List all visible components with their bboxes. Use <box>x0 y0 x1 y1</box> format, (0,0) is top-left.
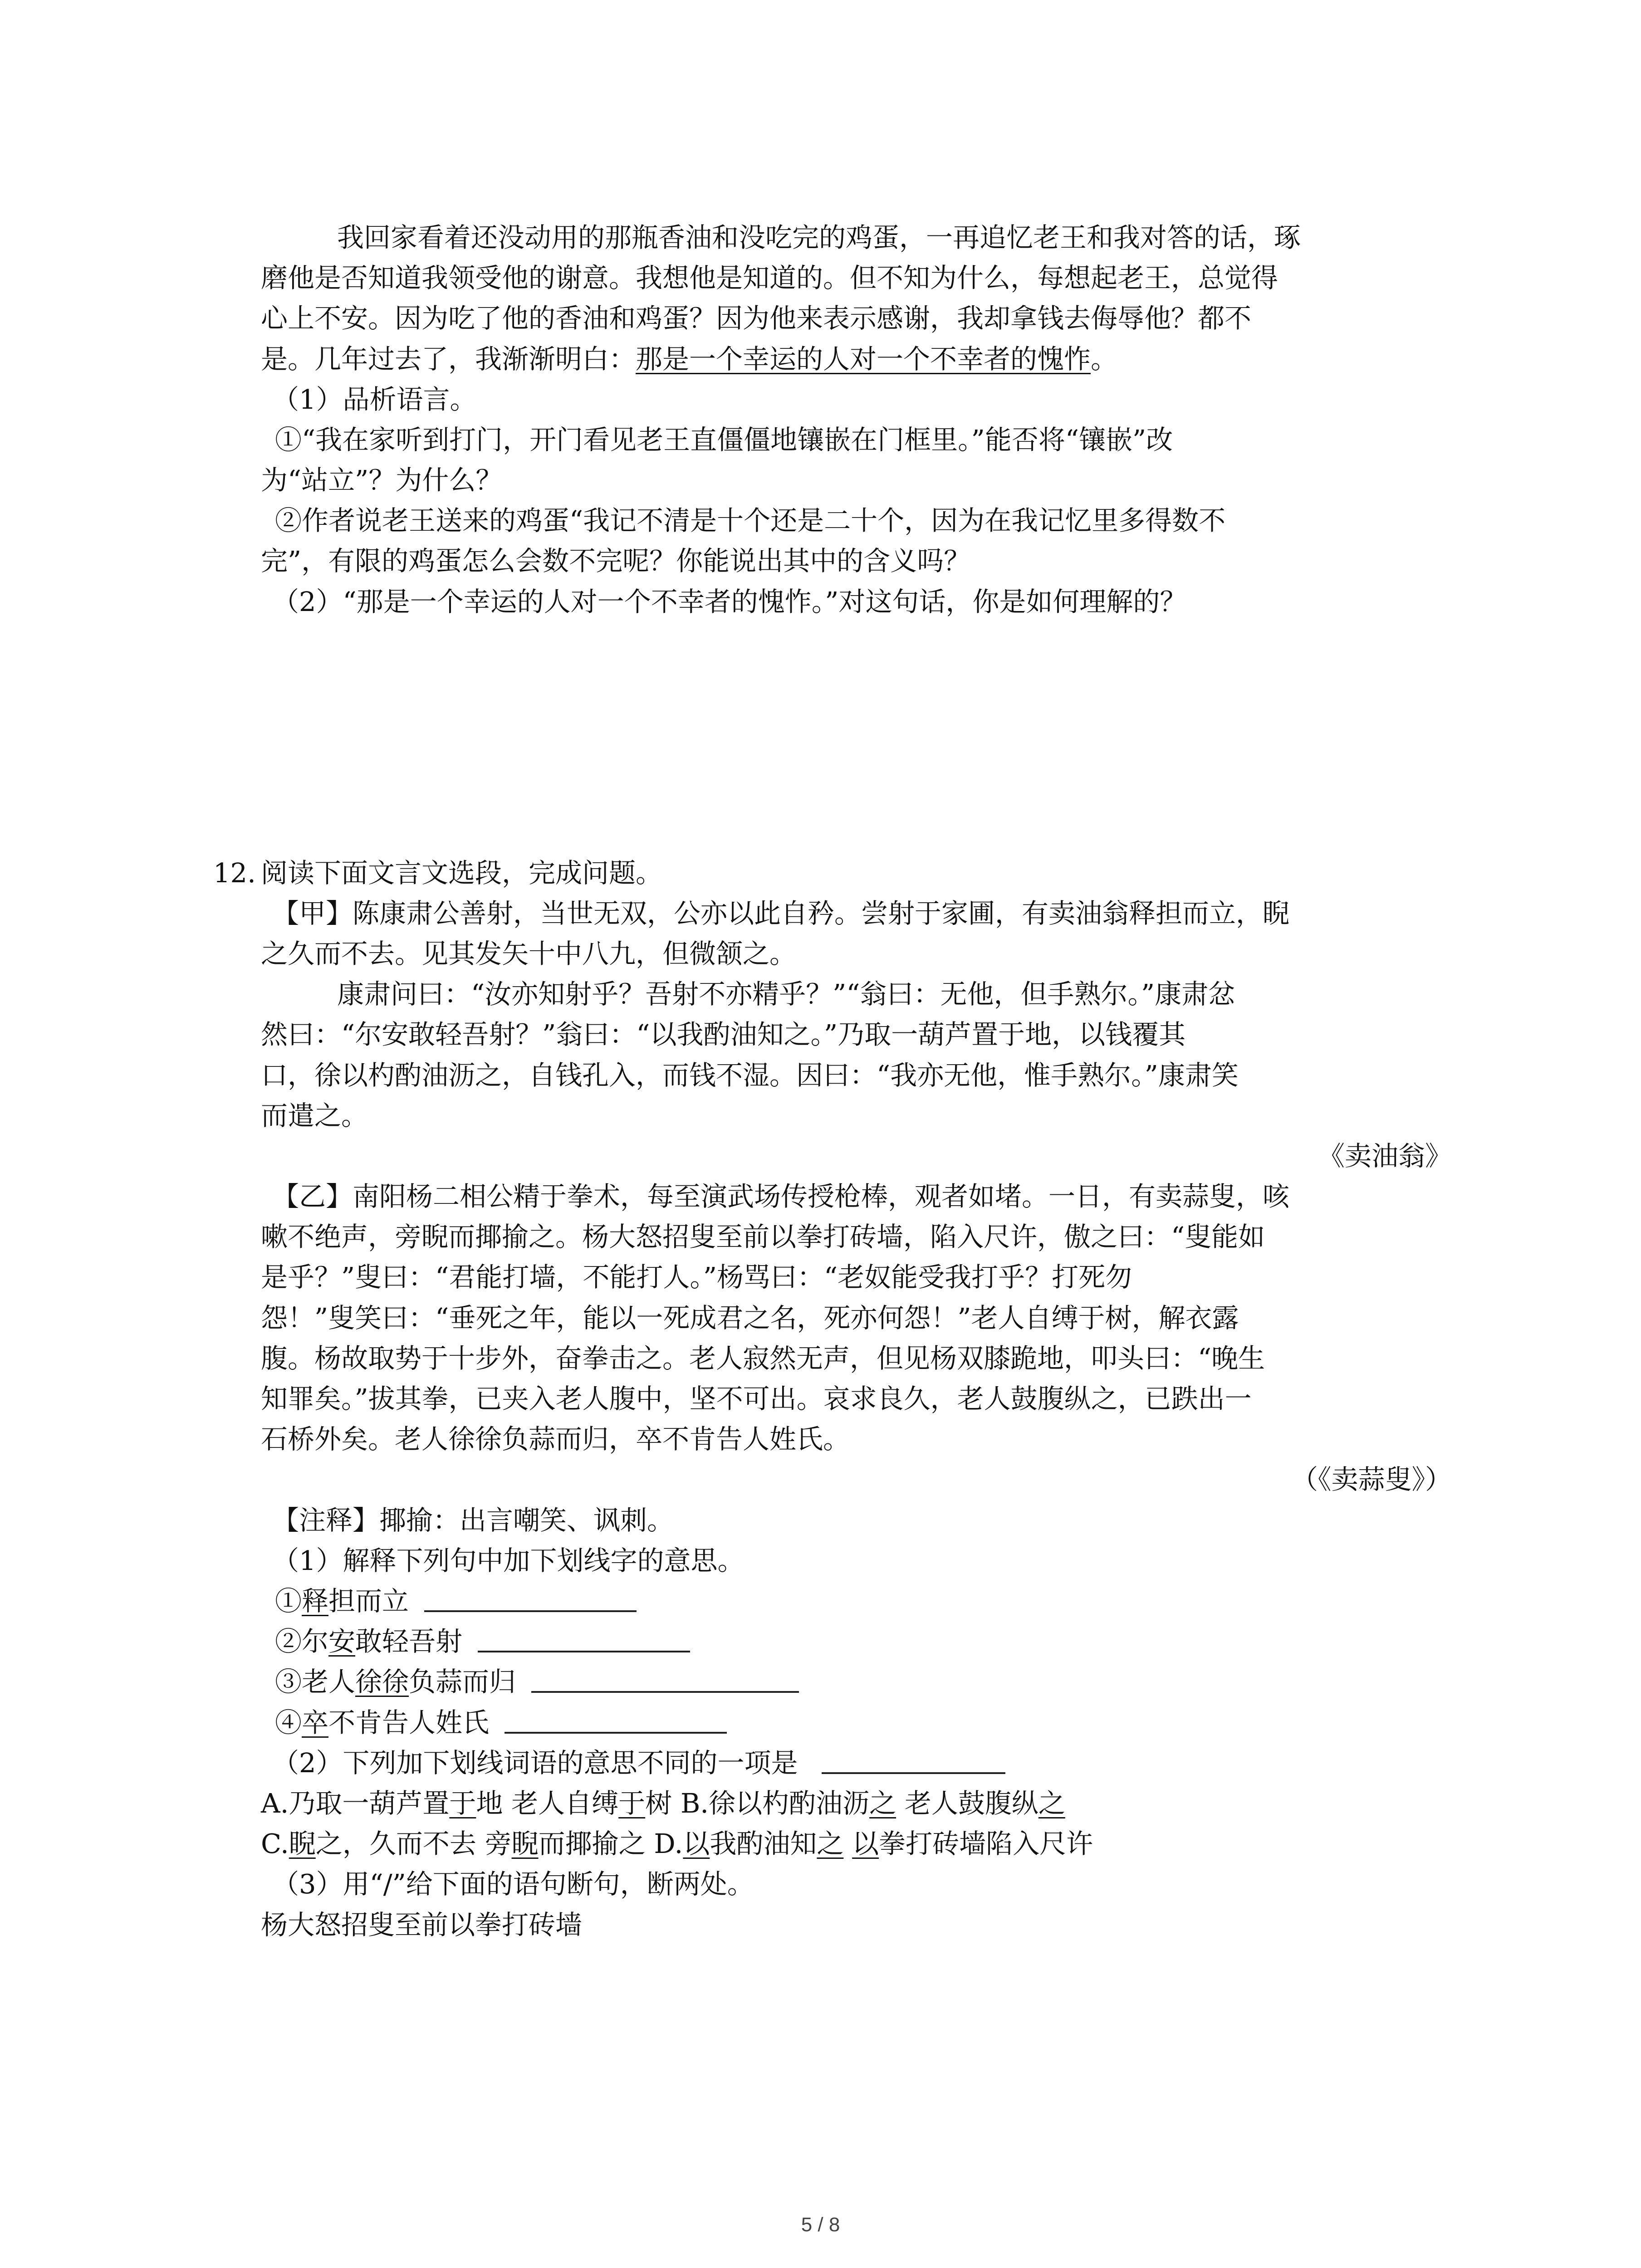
answer-blank[interactable] <box>505 1708 727 1734</box>
underlined-char: 卒 <box>302 1707 329 1738</box>
q12-yi-line: 石桥外矣。老人徐徐负蒜而归，卒不肯告人姓氏。 <box>261 1423 850 1455</box>
underlined-char: 之 <box>1038 1788 1065 1819</box>
q12-sub3-title: （3）用“/”给下面的语句断句，断两处。 <box>272 1868 754 1900</box>
q11-sub1-item-a: ①“我在家听到打门，开门看见老王直僵僵地镶嵌在门框里。”能否将“镶嵌”改 <box>275 424 1173 455</box>
q12-jia-source: 《卖油翁》 <box>1318 1140 1452 1172</box>
q12-yi-line: 是乎？”叟曰：“君能打墙，不能打人。”杨骂曰：“老奴能受我打乎？打死勿 <box>261 1261 1132 1293</box>
q12-sub2-title <box>272 1747 1005 1779</box>
underlined-sentence: 那是一个幸运的人对一个不幸者的愧怍 <box>636 343 1091 375</box>
option-text: C. <box>261 1828 289 1859</box>
page-number: 5 / 8 <box>801 2214 840 2236</box>
option-text: A.乃取一葫芦置 <box>261 1788 450 1819</box>
option-text: 树 <box>645 1788 681 1819</box>
answer-blank[interactable] <box>531 1667 799 1693</box>
underlined-char: 睨 <box>289 1828 316 1859</box>
option-text <box>843 1828 852 1859</box>
q12-sub3-text: 杨大怒招叟至前以拳打砖墙 <box>261 1909 583 1941</box>
underlined-char: 释 <box>302 1585 329 1617</box>
item-text: 不肯告人姓氏 <box>328 1707 490 1738</box>
q12-yi-line: 怨！”叟笑曰：“垂死之年，能以一死成君之名，死亦何怨！”老人自缚于树，解衣露 <box>261 1302 1239 1334</box>
q12-yi-line: 知罪矣。”拔其拳，已夹入老人腹中，坚不可出。哀求良久，老人鼓腹纵之，已跌出一 <box>261 1383 1252 1414</box>
option-text: 拳打砖墙陷入尺许 <box>879 1828 1093 1859</box>
q12-sub1-title: （1）解释下列句中加下划线字的意思。 <box>272 1545 745 1576</box>
passage-text: 。 <box>1091 343 1118 375</box>
option-text: 之，久而不去 旁 <box>315 1828 512 1859</box>
q12-annotation: 【注释】揶揄：出言嘲笑、讽刺。 <box>272 1505 674 1536</box>
q11-sub1-item-b-cont: 完”，有限的鸡蛋怎么会数不完呢？你能说出其中的含义吗？ <box>261 545 971 577</box>
underlined-char: 于 <box>449 1788 476 1819</box>
underlined-char: 之 <box>817 1828 844 1859</box>
q12-jia-line: 康肃问曰：“汝亦知射乎？吾射不亦精乎？”“翁曰：无他，但手熟尔。”康肃忿 <box>337 978 1235 1010</box>
q11-sub2: （2）“那是一个幸运的人对一个不幸者的愧怍。”对这句话，你是如何理解的？ <box>272 586 1187 617</box>
item-text: 敢轻吾射 <box>355 1626 463 1657</box>
passage-paragraph-line: 磨他是否知道我领受他的谢意。我想他是知道的。但不知为什么，每想起老王，总觉得 <box>261 262 1279 293</box>
underlined-char: 徐徐 <box>355 1666 409 1697</box>
option-text: 我酌油知 <box>710 1828 817 1859</box>
sub2-text: （2）下列加下划线词语的意思不同的一项是 <box>272 1747 798 1779</box>
underlined-char: 安 <box>328 1626 356 1657</box>
underlined-char: 睨 <box>511 1828 539 1859</box>
q12-sub1-item <box>275 1585 637 1618</box>
item-text: ③老人 <box>275 1666 356 1697</box>
q11-sub1-item-a-cont: 为“站立”？为什么？ <box>261 464 503 496</box>
item-text: 负蒜而归 <box>409 1666 516 1697</box>
item-text: 担而立 <box>328 1585 409 1617</box>
item-text: ②尔 <box>275 1626 329 1657</box>
option-text: B.徐以杓酌油沥 <box>680 1788 870 1819</box>
q12-sub1-item <box>275 1706 727 1739</box>
underlined-char: 之 <box>869 1788 896 1819</box>
underlined-char: 以 <box>683 1828 710 1859</box>
passage-paragraph-line: 心上不安。因为吃了他的香油和鸡蛋？因为他来表示感谢，我却拿钱去侮辱他？都不 <box>261 303 1252 334</box>
q12-yi-line: 嗽不绝声，旁睨而揶揄之。杨大怒招叟至前以拳打砖墙，陷入尺许，傲之曰：“叟能如 <box>261 1221 1265 1252</box>
item-text: ④ <box>275 1707 302 1738</box>
q12-yi-source: （《卖蒜叟》） <box>1291 1464 1452 1495</box>
q12-prompt: 阅读下面文言文选段，完成问题。 <box>261 857 663 889</box>
answer-blank[interactable] <box>424 1587 637 1612</box>
option-a-line <box>261 1787 1065 1820</box>
passage-paragraph-line: 我回家看着还没动用的那瓶香油和没吃完的鸡蛋，一再追忆老王和我对答的话，琢 <box>337 222 1301 253</box>
passage-text: 是。几年过去了，我渐渐明白： <box>261 343 636 375</box>
q12-jia-line: 而遣之。 <box>261 1100 368 1131</box>
q12-jia-line: 口，徐以杓酌油沥之，自钱孔入，而钱不湿。因曰：“我亦无他，惟手熟尔。”康肃笑 <box>261 1060 1239 1091</box>
q11-sub1-title: （1）品析语言。 <box>272 384 477 415</box>
passage-paragraph-line <box>261 343 1117 376</box>
option-c-line <box>261 1828 1093 1860</box>
answer-blank[interactable] <box>478 1627 690 1652</box>
option-text: D. <box>654 1828 683 1859</box>
q12-number: 12. <box>213 857 256 889</box>
underlined-char: 于 <box>618 1788 646 1819</box>
q12-jia-line: 然曰：“尔安敢轻吾射？”翁曰：“以我酌油知之。”乃取一葫芦置于地，以钱覆其 <box>261 1019 1186 1050</box>
q11-sub1-item-b: ②作者说老王送来的鸡蛋“我记不清是十个还是二十个，因为在我记忆里多得数不 <box>275 505 1226 536</box>
q12-yi-line: 【乙】南阳杨二相公精于拳术，每至演武场传授枪棒，观者如堵。一日，有卖蒜叟，咳 <box>272 1181 1290 1212</box>
q12-sub1-item <box>275 1666 799 1698</box>
q12-jia-line: 【甲】陈康肃公善射，当世无双，公亦以此自矜。尝射于家圃，有卖油翁释担而立，睨 <box>272 898 1290 929</box>
q12-yi-line: 腹。杨故取势于十步外，奋拳击之。老人寂然无声，但见杨双膝跪地，叩头曰：“晚生 <box>261 1343 1265 1374</box>
answer-blank[interactable] <box>822 1749 1005 1774</box>
item-text: ① <box>275 1585 302 1617</box>
underlined-char: 以 <box>852 1828 879 1859</box>
option-text: 地 老人自缚 <box>476 1788 619 1819</box>
option-text: 而揶揄之 <box>538 1828 654 1859</box>
q12-jia-line: 之久而不去。见其发矢十中八九，但微颔之。 <box>261 938 797 969</box>
q12-sub1-item <box>275 1625 690 1658</box>
option-text: 老人鼓腹纵 <box>896 1788 1038 1819</box>
